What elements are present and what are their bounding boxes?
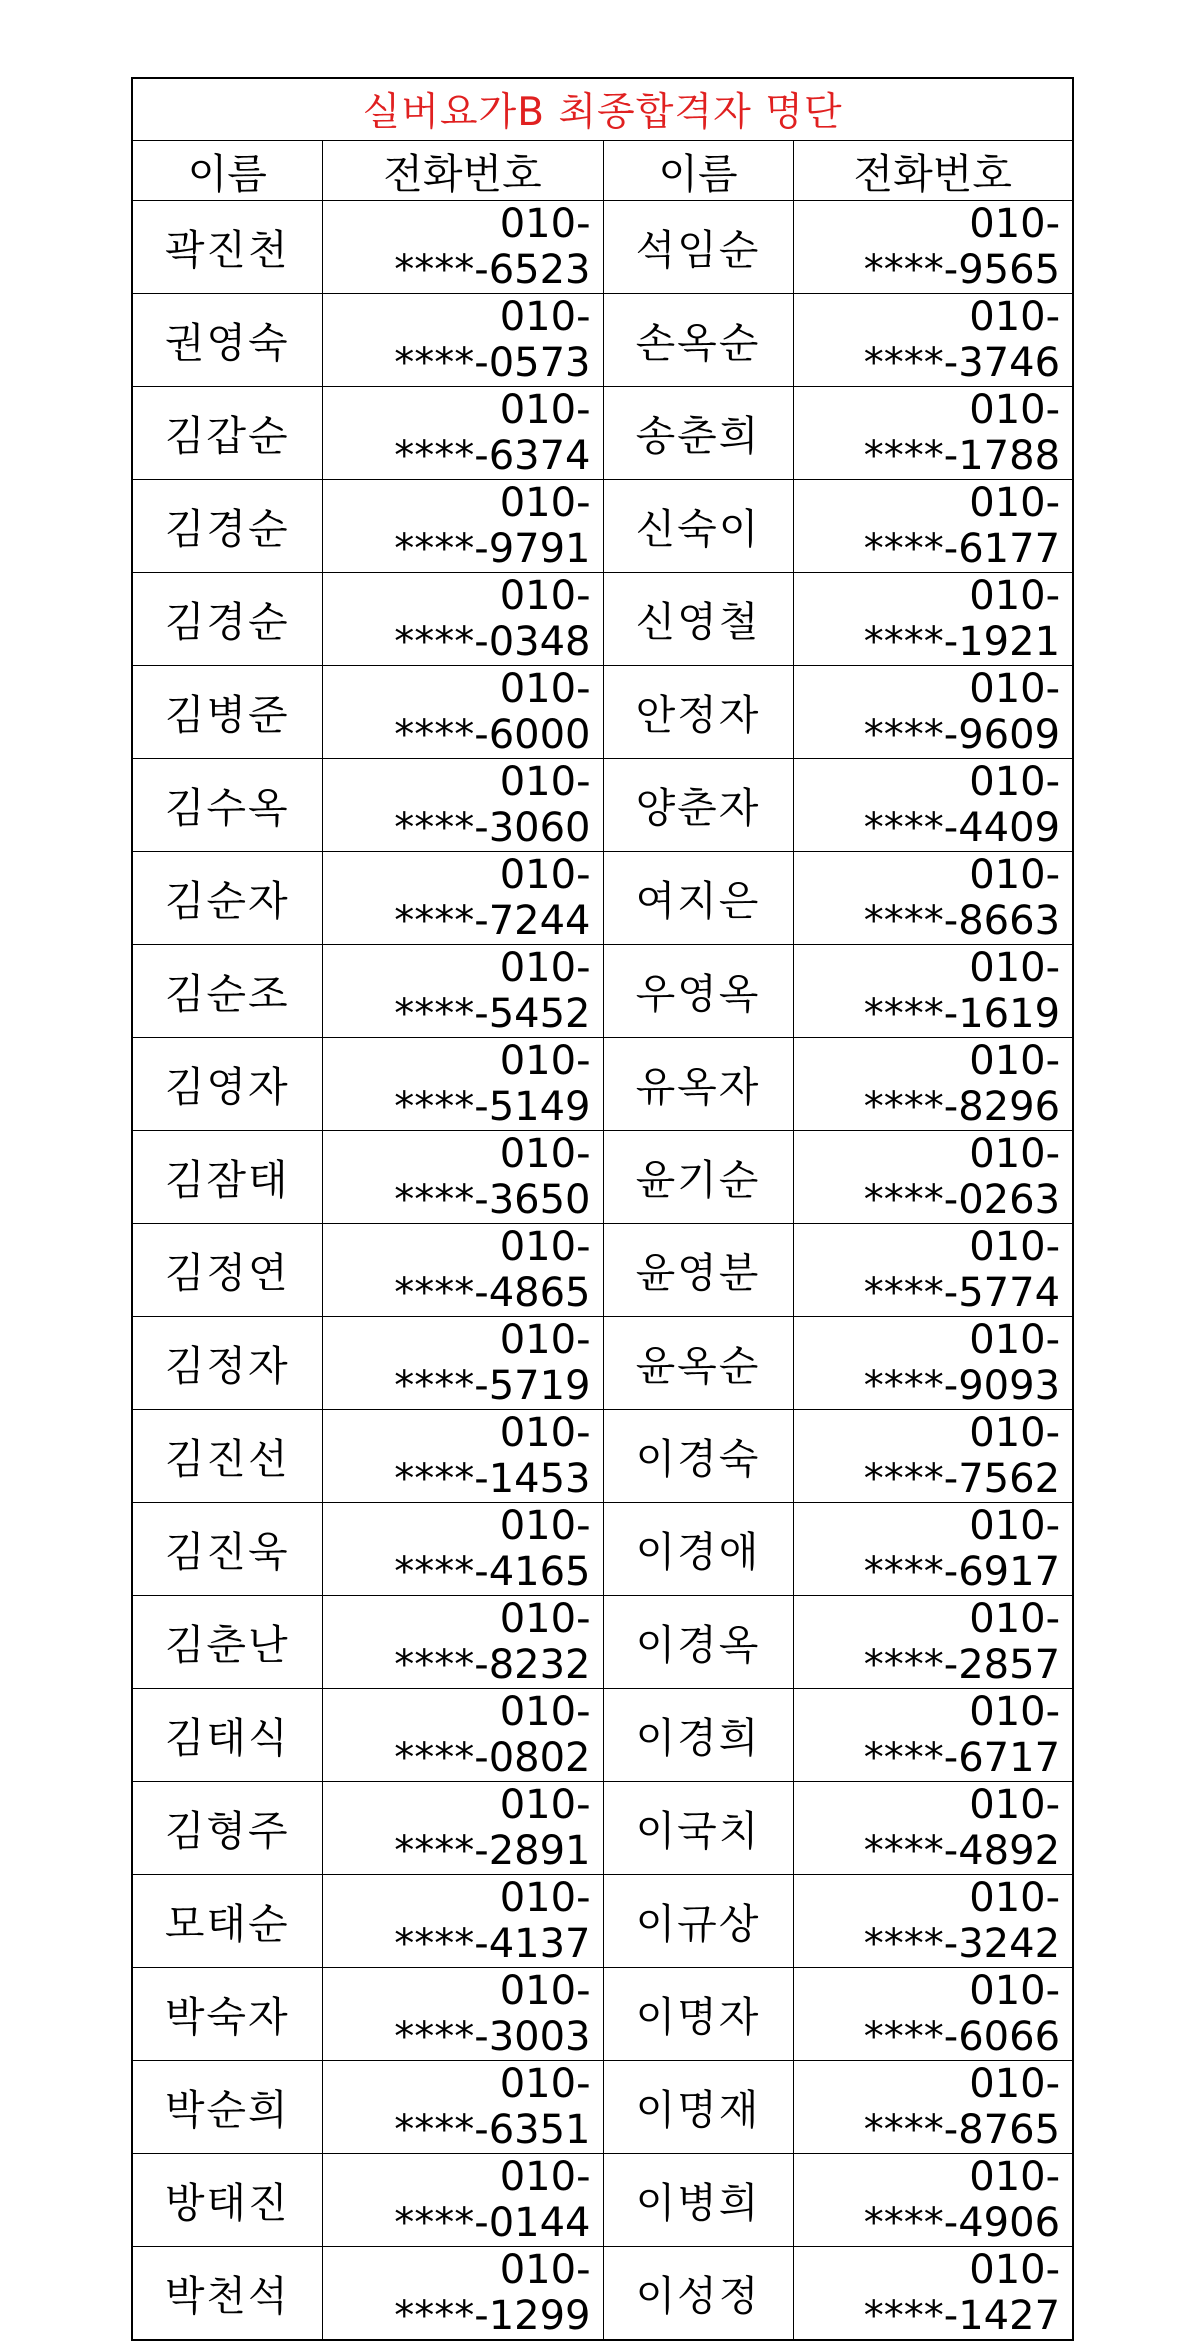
phone-cell-left: 010-****-5149 bbox=[322, 1037, 603, 1130]
phone-cell-right: 010-****-1427 bbox=[793, 2246, 1073, 2340]
table-row bbox=[132, 2153, 1073, 2246]
table-row bbox=[132, 2060, 1073, 2153]
roster-table bbox=[131, 77, 1074, 2341]
name-cell-right: 윤영분 bbox=[603, 1223, 793, 1316]
name-cell-left: 김진선 bbox=[132, 1409, 322, 1502]
table-row bbox=[132, 2246, 1073, 2340]
table-row bbox=[132, 1037, 1073, 1130]
name-cell-right: 신숙이 bbox=[603, 479, 793, 572]
table-row bbox=[132, 200, 1073, 293]
name-cell-right: 이병희 bbox=[603, 2153, 793, 2246]
table-row bbox=[132, 1130, 1073, 1223]
name-cell-left: 박숙자 bbox=[132, 1967, 322, 2060]
phone-cell-right: 010-****-4409 bbox=[793, 758, 1073, 851]
phone-cell-right: 010-****-3746 bbox=[793, 293, 1073, 386]
name-cell-right: 손옥순 bbox=[603, 293, 793, 386]
phone-cell-right: 010-****-8663 bbox=[793, 851, 1073, 944]
phone-cell-left: 010-****-3003 bbox=[322, 1967, 603, 2060]
name-cell-right: 신영철 bbox=[603, 572, 793, 665]
table-row bbox=[132, 386, 1073, 479]
name-cell-left: 박순희 bbox=[132, 2060, 322, 2153]
name-cell-left: 김순자 bbox=[132, 851, 322, 944]
phone-cell-right: 010-****-9565 bbox=[793, 200, 1073, 293]
name-cell-right: 이명자 bbox=[603, 1967, 793, 2060]
table-row bbox=[132, 1781, 1073, 1874]
name-cell-right: 이경옥 bbox=[603, 1595, 793, 1688]
phone-cell-right: 010-****-6066 bbox=[793, 1967, 1073, 2060]
name-cell-left: 김춘난 bbox=[132, 1595, 322, 1688]
table-row bbox=[132, 1409, 1073, 1502]
name-cell-right: 여지은 bbox=[603, 851, 793, 944]
name-cell-left: 김정연 bbox=[132, 1223, 322, 1316]
phone-cell-left: 010-****-0144 bbox=[322, 2153, 603, 2246]
table-row bbox=[132, 1316, 1073, 1409]
name-cell-left: 박천석 bbox=[132, 2246, 322, 2340]
phone-cell-left: 010-****-3650 bbox=[322, 1130, 603, 1223]
name-cell-left: 김경순 bbox=[132, 572, 322, 665]
phone-cell-right: 010-****-8296 bbox=[793, 1037, 1073, 1130]
phone-cell-left: 010-****-7244 bbox=[322, 851, 603, 944]
table-row bbox=[132, 479, 1073, 572]
title-row bbox=[132, 78, 1073, 140]
name-cell-left: 김경순 bbox=[132, 479, 322, 572]
phone-cell-right: 010-****-6717 bbox=[793, 1688, 1073, 1781]
name-cell-right: 이경희 bbox=[603, 1688, 793, 1781]
name-cell-left: 김잠태 bbox=[132, 1130, 322, 1223]
phone-cell-right: 010-****-7562 bbox=[793, 1409, 1073, 1502]
phone-cell-left: 010-****-3060 bbox=[322, 758, 603, 851]
phone-cell-right: 010-****-3242 bbox=[793, 1874, 1073, 1967]
phone-cell-left: 010-****-6523 bbox=[322, 200, 603, 293]
phone-cell-left: 010-****-4165 bbox=[322, 1502, 603, 1595]
name-cell-left: 모태순 bbox=[132, 1874, 322, 1967]
table-row bbox=[132, 1502, 1073, 1595]
name-cell-left: 김갑순 bbox=[132, 386, 322, 479]
table-row bbox=[132, 572, 1073, 665]
name-cell-left: 김영자 bbox=[132, 1037, 322, 1130]
name-cell-left: 김형주 bbox=[132, 1781, 322, 1874]
name-cell-left: 김순조 bbox=[132, 944, 322, 1037]
roster-sheet bbox=[131, 77, 1072, 2341]
phone-cell-right: 010-****-4892 bbox=[793, 1781, 1073, 1874]
column-header-name-right: 이름 bbox=[603, 140, 793, 200]
name-cell-left: 김수옥 bbox=[132, 758, 322, 851]
name-cell-left: 김병준 bbox=[132, 665, 322, 758]
phone-cell-left: 010-****-0573 bbox=[322, 293, 603, 386]
phone-cell-right: 010-****-5774 bbox=[793, 1223, 1073, 1316]
phone-cell-left: 010-****-4137 bbox=[322, 1874, 603, 1967]
phone-cell-left: 010-****-1453 bbox=[322, 1409, 603, 1502]
name-cell-left: 권영숙 bbox=[132, 293, 322, 386]
phone-cell-left: 010-****-4865 bbox=[322, 1223, 603, 1316]
phone-cell-right: 010-****-9093 bbox=[793, 1316, 1073, 1409]
phone-cell-left: 010-****-9791 bbox=[322, 479, 603, 572]
phone-cell-left: 010-****-0348 bbox=[322, 572, 603, 665]
phone-cell-left: 010-****-6000 bbox=[322, 665, 603, 758]
name-cell-right: 석임순 bbox=[603, 200, 793, 293]
table-row bbox=[132, 293, 1073, 386]
phone-cell-right: 010-****-0263 bbox=[793, 1130, 1073, 1223]
column-header-phone-left: 전화번호 bbox=[322, 140, 603, 200]
name-cell-right: 윤옥순 bbox=[603, 1316, 793, 1409]
column-header-name-left: 이름 bbox=[132, 140, 322, 200]
roster-body bbox=[132, 200, 1073, 2340]
table-row bbox=[132, 665, 1073, 758]
phone-cell-right: 010-****-1619 bbox=[793, 944, 1073, 1037]
phone-cell-right: 010-****-1788 bbox=[793, 386, 1073, 479]
name-cell-left: 김정자 bbox=[132, 1316, 322, 1409]
phone-cell-left: 010-****-6374 bbox=[322, 386, 603, 479]
name-cell-left: 방태진 bbox=[132, 2153, 322, 2246]
table-row bbox=[132, 944, 1073, 1037]
header-row bbox=[132, 140, 1073, 200]
column-header-phone-right: 전화번호 bbox=[793, 140, 1073, 200]
table-row bbox=[132, 1223, 1073, 1316]
name-cell-left: 김태식 bbox=[132, 1688, 322, 1781]
name-cell-right: 우영옥 bbox=[603, 944, 793, 1037]
name-cell-right: 이국치 bbox=[603, 1781, 793, 1874]
name-cell-left: 김진욱 bbox=[132, 1502, 322, 1595]
name-cell-right: 이경숙 bbox=[603, 1409, 793, 1502]
phone-cell-right: 010-****-8765 bbox=[793, 2060, 1073, 2153]
phone-cell-right: 010-****-2857 bbox=[793, 1595, 1073, 1688]
table-row bbox=[132, 1688, 1073, 1781]
phone-cell-right: 010-****-6917 bbox=[793, 1502, 1073, 1595]
phone-cell-left: 010-****-1299 bbox=[322, 2246, 603, 2340]
name-cell-right: 안정자 bbox=[603, 665, 793, 758]
table-row bbox=[132, 1595, 1073, 1688]
phone-cell-left: 010-****-8232 bbox=[322, 1595, 603, 1688]
table-row bbox=[132, 1874, 1073, 1967]
name-cell-right: 이성정 bbox=[603, 2246, 793, 2340]
phone-cell-left: 010-****-5452 bbox=[322, 944, 603, 1037]
name-cell-right: 이명재 bbox=[603, 2060, 793, 2153]
phone-cell-right: 010-****-1921 bbox=[793, 572, 1073, 665]
phone-cell-right: 010-****-9609 bbox=[793, 665, 1073, 758]
name-cell-right: 유옥자 bbox=[603, 1037, 793, 1130]
phone-cell-left: 010-****-0802 bbox=[322, 1688, 603, 1781]
name-cell-left: 곽진천 bbox=[132, 200, 322, 293]
phone-cell-left: 010-****-2891 bbox=[322, 1781, 603, 1874]
name-cell-right: 양춘자 bbox=[603, 758, 793, 851]
name-cell-right: 윤기순 bbox=[603, 1130, 793, 1223]
name-cell-right: 이규상 bbox=[603, 1874, 793, 1967]
phone-cell-right: 010-****-4906 bbox=[793, 2153, 1073, 2246]
table-row bbox=[132, 758, 1073, 851]
phone-cell-right: 010-****-6177 bbox=[793, 479, 1073, 572]
table-row bbox=[132, 1967, 1073, 2060]
name-cell-right: 이경애 bbox=[603, 1502, 793, 1595]
name-cell-right: 송춘희 bbox=[603, 386, 793, 479]
phone-cell-left: 010-****-6351 bbox=[322, 2060, 603, 2153]
page-title: 실버요가B 최종합격자 명단 bbox=[132, 78, 1073, 140]
table-row bbox=[132, 851, 1073, 944]
phone-cell-left: 010-****-5719 bbox=[322, 1316, 603, 1409]
